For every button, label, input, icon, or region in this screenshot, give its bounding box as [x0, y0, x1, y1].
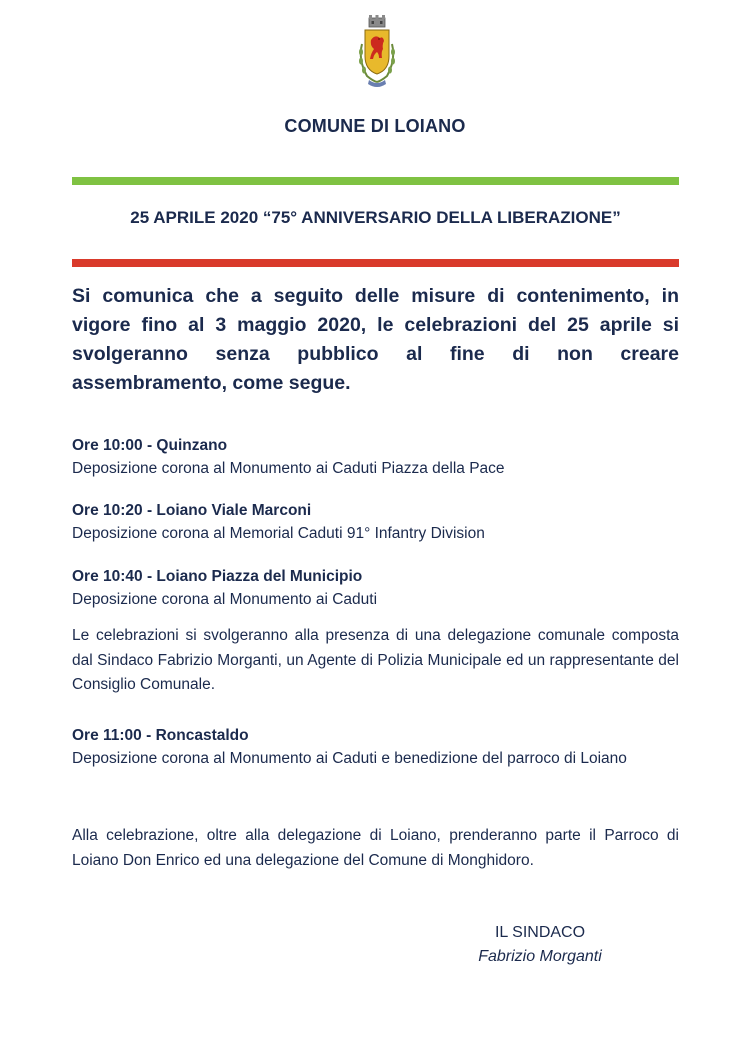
coat-of-arms-icon — [355, 14, 399, 90]
red-divider — [72, 259, 679, 267]
event-title: Ore 11:00 - Roncastaldo — [72, 727, 249, 744]
event-description: Deposizione corona al Memorial Caduti 91° Infantry Division — [72, 525, 485, 542]
event-description: Deposizione corona al Monumento ai Caduti e benedizione del parroco di Loiano — [72, 750, 627, 767]
event-item — [72, 724, 679, 770]
event-item — [72, 499, 679, 545]
anniversary-headline: 25 APRILE 2020 “75° ANNIVERSARIO DELLA LIBERAZIONE” — [130, 208, 621, 227]
signature-name: Fabrizio Morganti — [478, 948, 602, 965]
event-title: Ore 10:40 - Loiano Piazza del Municipio — [72, 568, 363, 585]
event-description: Deposizione corona al Monumento ai Caduti — [72, 591, 378, 608]
closing-paragraph: Alla celebrazione, oltre alla delegazione di Loiano, prenderanno parte il Parroco di Loiano Don Enrico ed una delegazione del Comune di Monghidoro. — [72, 827, 679, 869]
event-title: Ore 10:20 - Loiano Viale Marconi — [72, 502, 312, 519]
municipality-title: COMUNE DI LOIANO — [284, 116, 466, 136]
event-item — [72, 565, 679, 611]
event-description: Deposizione corona al Monumento ai Caduti Piazza della Pace — [72, 460, 505, 477]
event-item — [72, 434, 679, 480]
event-title: Ore 10:00 - Quinzano — [72, 437, 228, 454]
intro-paragraph: Si comunica che a seguito delle misure di contenimento, in vigore fino al 3 maggio 2020, le celebrazioni del 25 aprile si svolgeranno senza pubblico al fine di non creare assembramento, come segue. — [72, 285, 679, 394]
green-divider — [72, 177, 679, 185]
signature-role: IL SINDACO — [494, 924, 586, 941]
delegation-paragraph: Le celebrazioni si svolgeranno alla presenza di una delegazione comunale composta dal Sindaco Fabrizio Morganti, un Agente di Polizia Municipale ed un rappresentante del Consiglio Comunale. — [72, 627, 679, 693]
